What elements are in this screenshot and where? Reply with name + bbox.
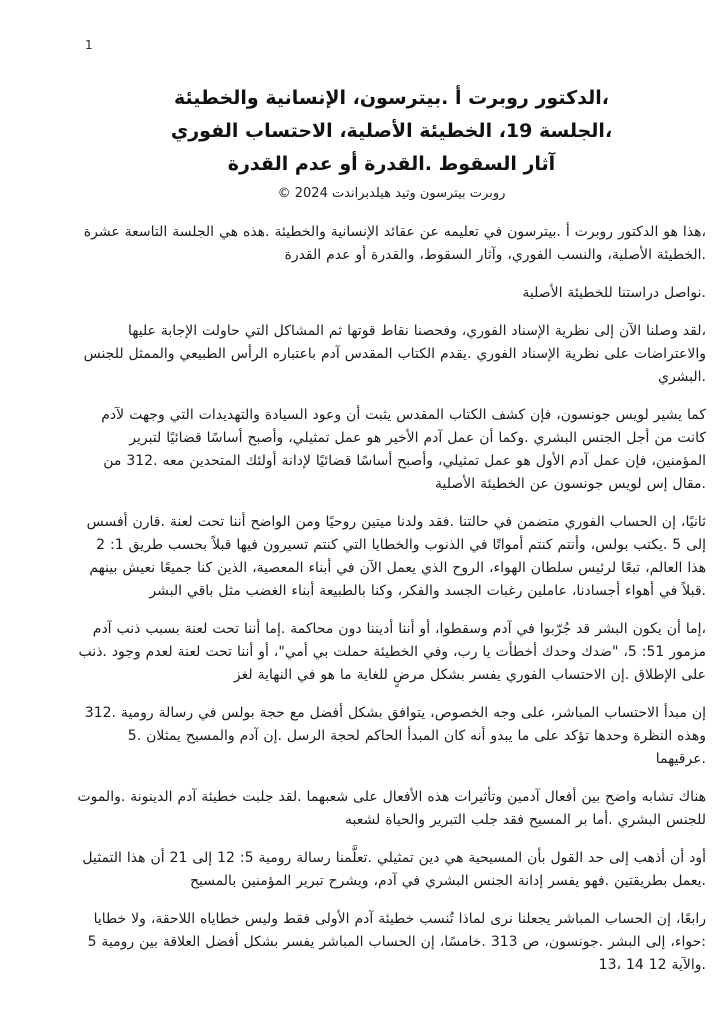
body-paragraph-5: ثانيًا، إن الحساب الفوري متضمن في حالتنا .فقد ولدنا ميتين روحيًا ومن الواضح أننا تحت لعنة .قارن أفسس إلى 5 .يكتب بولس، وأنتم كنتم أمواتًا في الذنوب والخطايا التي كنتم تسيرون فيها قبلاً بحسب طريق 1: 2 هذا العالم، تبعًا لرئيس سلطان الهواء، الروح الذي يعمل الآن في أبناء المعصية، الذين كنا جميعًا نعيش بينهم .قبلاً في أهواء أجسادنا، عاملين رغبات الجسد والفكر، وكنا بالطبيعة أبناء الغضب مثل باقي البشر [86, 514, 706, 599]
body-paragraph-6: ،إما أن يكون البشر قد جُرّبوا في آدم وسقطوا، أو أننا أديننا دون محاكمة .إما أننا تحت لعنة بسبب ذنب آدم مزمور 51: 5، "ضدك وحدك أخطأت يا رب، وفي الخطيئة حملت بي أمي"، أو أننا تحت لعنة لعدم وجود .ذنب على الإطلاق .إن الاحتساب الفوري يفسر بشكل مرضٍ للغاية ما هو في النهاية لغز [78, 621, 706, 683]
body-paragraph-2: .نواصل دراستنا للخطيئة الأصلية [522, 285, 706, 301]
body-paragraph-1: ،هذا هو الدكتور روبرت أ .بيترسون في تعليمه عن عقائد الإنسانية والخطيئة .هذه هي الجلسة التاسعة عشرة .الخطيئة الأصلية، والنسب الفوري، وآثار السقوط، والقدرة أو عدم القدرة [83, 224, 706, 263]
body-paragraph-10: رابعًا، إن الحساب المباشر يجعلنا نرى لماذا تُنسب خطيئة آدم الأولى فقط وليس خطاياه اللاحقة، ولا خطايا :حواء، إلى البشر .جونسون، ص 313 .خامسًا، إن الحساب المباشر يفسر بشكل أفضل العلاقة بين رومية 5 .والآية 12 14 ،13 [87, 911, 706, 973]
body-paragraph-7: إن مبدأ الاحتساب المباشر، على وجه الخصوص، يتوافق بشكل أفضل مع حجة بولس في رسالة رومية .312 وهذه النظرة وحدها تؤكد على ما يبدو أنه كان المبدأ الحاكم لحجة الرسل .إن آدم والمسيح يمثلان .5 .عرقيهما [84, 705, 706, 767]
body-paragraph-3: ،لقد وصلنا الآن إلى نظرية الإسناد الفوري، وفحصنا نقاط قوتها ثم المشاكل التي حاولت الإجابة عليها والاعتراضات على نظرية الإسناد الفوري .يقدم الكتاب المقدس آدم باعتباره الرأس الطبيعي والممثل للجنس .البشري [83, 323, 706, 385]
body-paragraph-9: أود أن أذهب إلى حد القول بأن المسيحية هي دين تمثيلي .تعلَّمنا رسالة رومية 5: 12 إلى 21 أن هذا التمثيل .يعمل بطريقتين .فهو يفسر إدانة الجنس البشري في آدم، ويشرح تبرير المؤمنين بالمسيح [82, 850, 706, 889]
page-number: 1 [85, 38, 93, 52]
title-line-2: ،الجلسة 19، الخطيئة الأصلية، الاحتساب الفوري [170, 120, 613, 142]
body-paragraph-8: هناك تشابه واضح بين أفعال آدمين وتأثيرات هذه الأفعال على شعبهما .لقد جلبت خطيئة آدم الدينونة .والموت للجنس البشري .أما بر المسيح فقد جلب التبرير والحياة لشعبه [77, 789, 706, 828]
title-line-3: آثار السقوط .القدرة أو عدم القدرة [227, 153, 556, 175]
body-paragraph-4: كما يشير لويس جونسون، فإن كشف الكتاب المقدس يثبت أن وعود السيادة والتهديدات التي وجهت لآدم كانت من أجل الجنس البشري .وكما أن عمل آدم الأخير هو عمل تمثيلي، وأصبح أساسًا قضائيًا لتبرير المؤمنين، فإن عمل آدم الأول هو عمل تمثيلي، وأصبح أساسًا قضائيًا لإدانة أولئك المتحدين معه .312 من .مقال إس لويس جونسون عن الخطيئة الأصلية [101, 407, 706, 492]
copyright-line: روبرت بيترسون وتيد هيلدبراندت 2024 © [277, 186, 506, 201]
document-title [77, 82, 706, 181]
title-line-1: ،الدكتور روبرت أ .بيترسون، الإنسانية والخطيئة [174, 87, 609, 109]
